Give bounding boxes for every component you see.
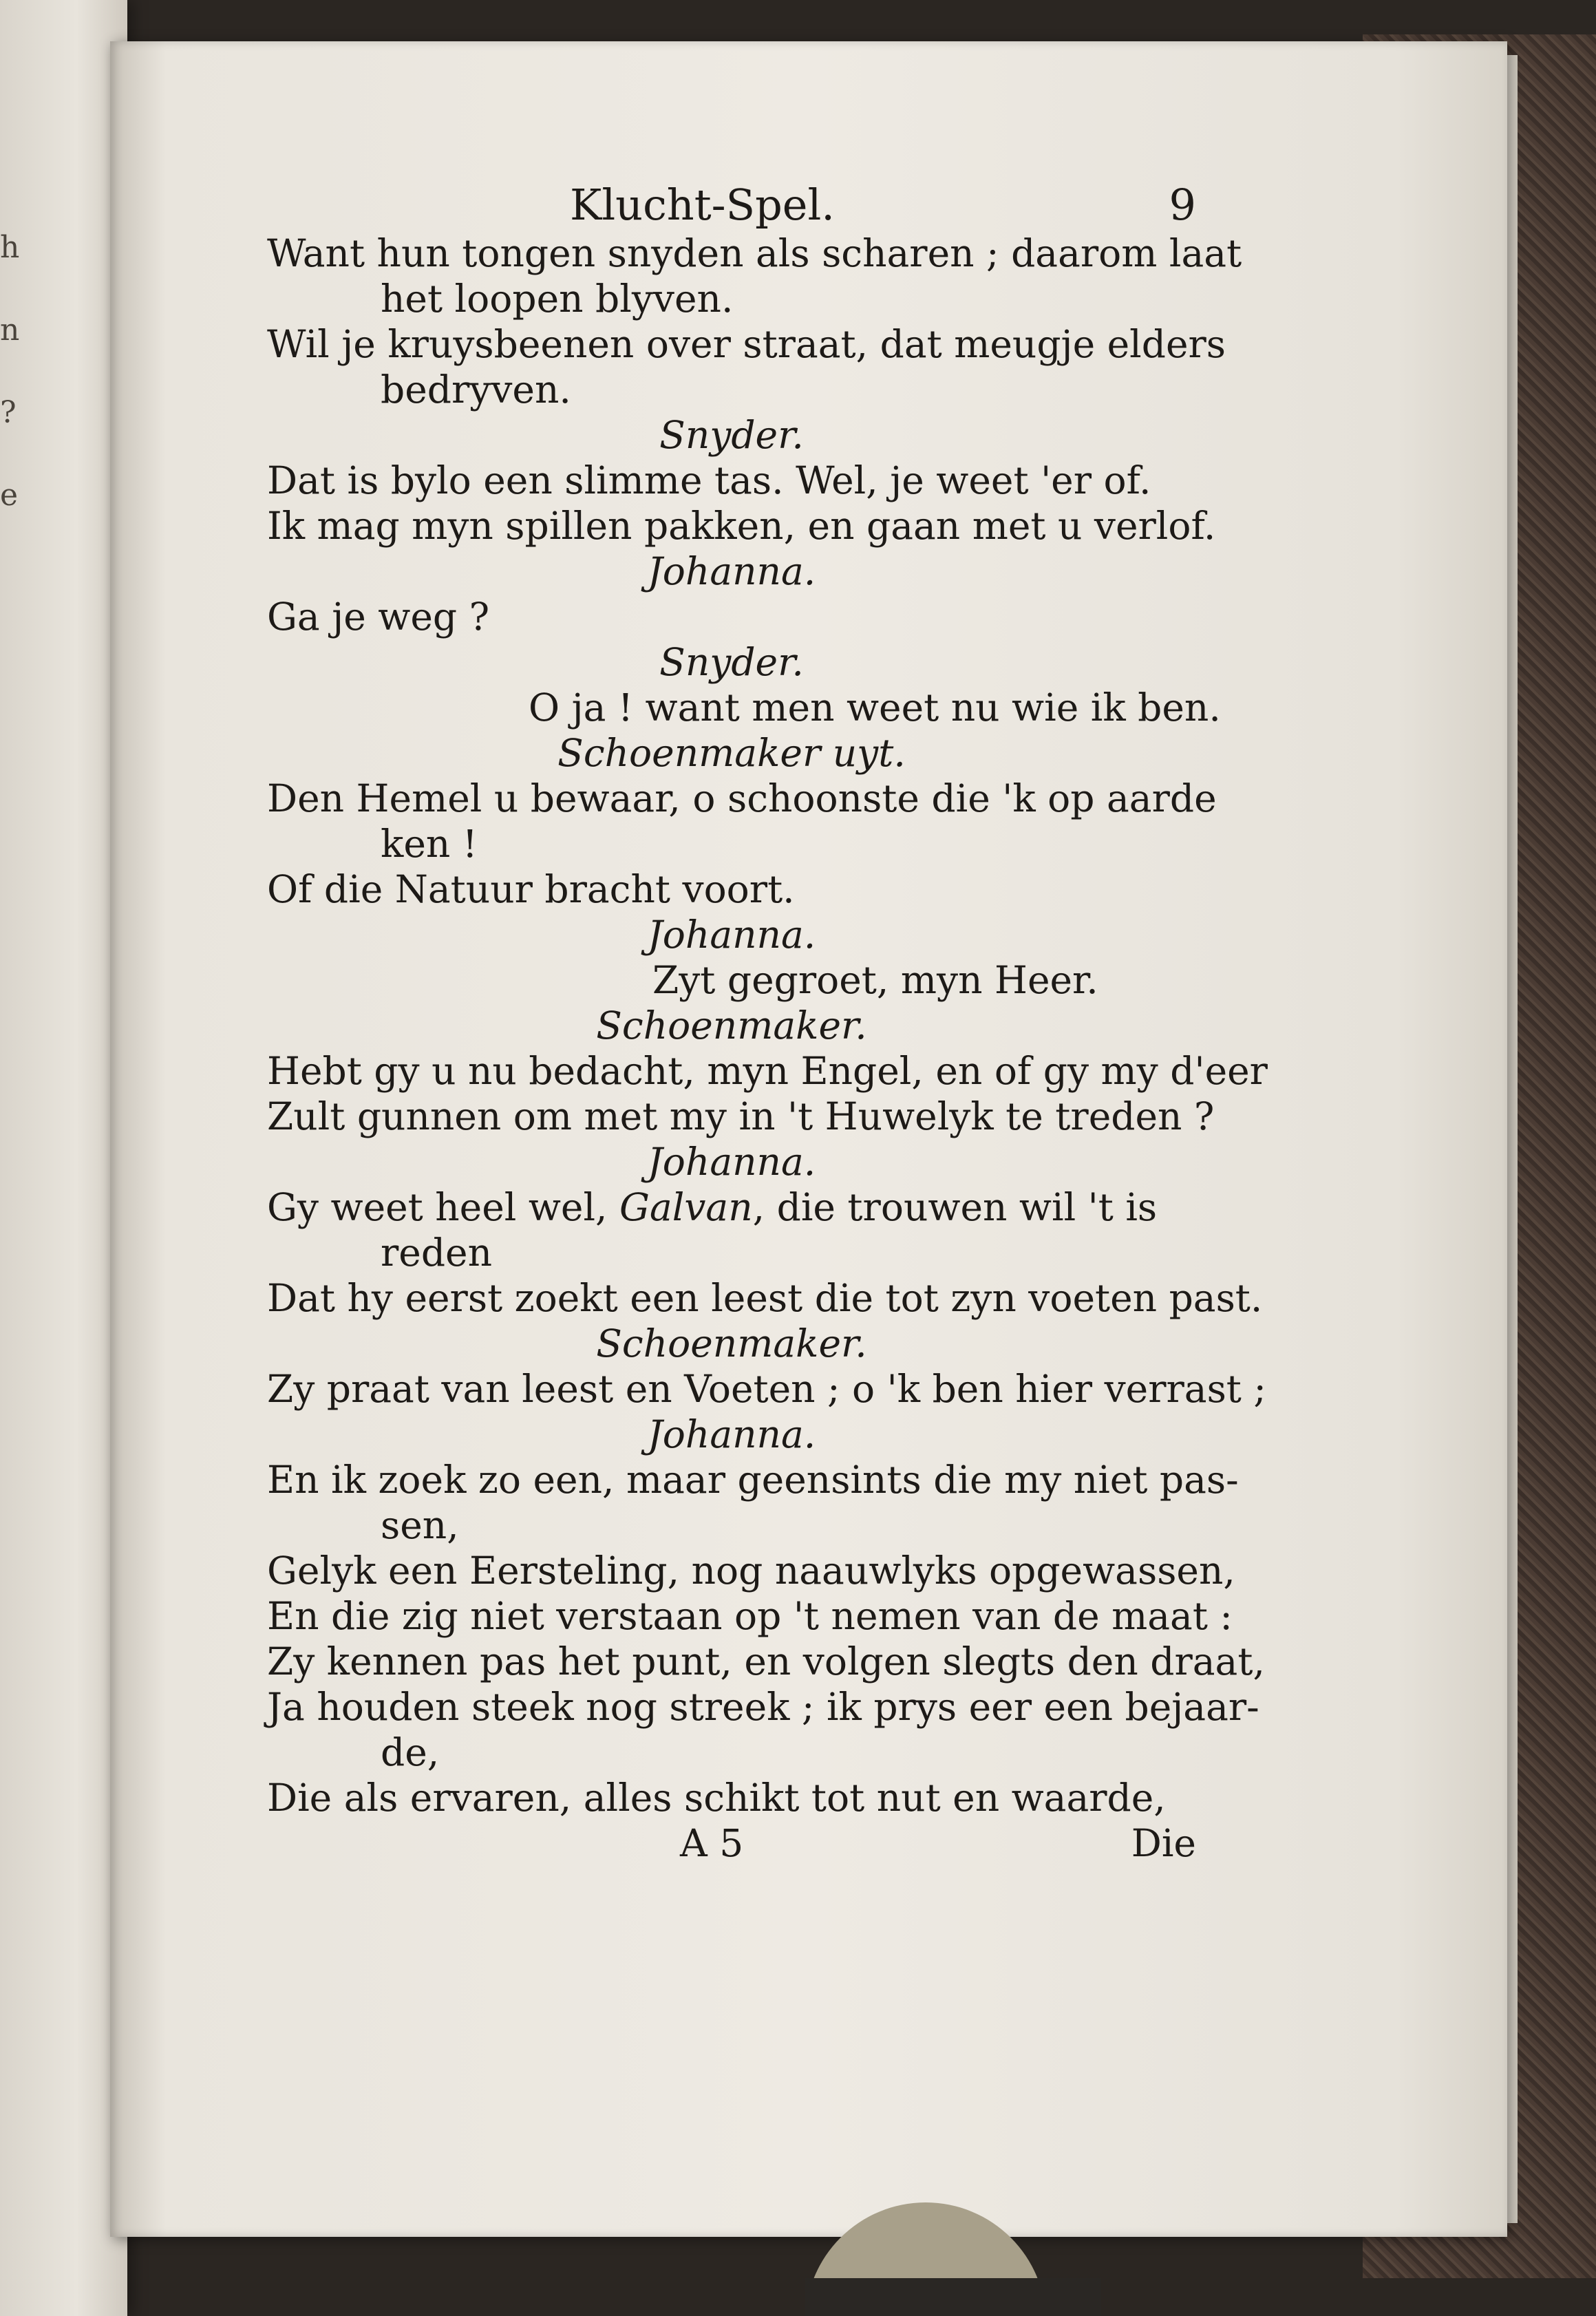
verse-continuation: ken ! xyxy=(381,822,478,866)
speaker-name: Johanna. xyxy=(647,1412,816,1456)
italic-name: Galvan xyxy=(619,1185,753,1229)
page-text xyxy=(267,180,1268,1869)
verse-line: Zy kennen pas het punt, en volgen slegts den draat, xyxy=(267,1639,1265,1683)
running-title: Klucht-Spel. xyxy=(570,180,835,230)
verse-line: Dat is bylo een slimme tas. Wel, je weet 'er of. xyxy=(267,458,1151,502)
speaker-name: Schoenmaker uyt. xyxy=(557,731,906,775)
verse-text: , die trouwen wil 't is xyxy=(752,1185,1158,1229)
speaker-name: Schoenmaker. xyxy=(596,1003,867,1048)
verse-line: Ik mag myn spillen pakken, en gaan met u verlof. xyxy=(267,504,1216,548)
verse-line: Die als ervaren, alles schikt tot nut en waarde, xyxy=(267,1776,1166,1820)
verse-line: Gelyk een Eersteling, nog naauwlyks opgewassen, xyxy=(267,1549,1235,1593)
verse-continuation: reden xyxy=(381,1231,493,1275)
verse-continuation: sen, xyxy=(381,1503,459,1547)
verse-line: Den Hemel u bewaar, o schoonste die 'k op aarde xyxy=(267,776,1217,820)
verse-line: Ja houden steek nog streek ; ik prys eer een bejaar- xyxy=(267,1685,1259,1729)
verse-line: Hebt gy u nu bedacht, myn Engel, en of gy my d'eer xyxy=(267,1049,1268,1093)
facing-page-marks xyxy=(0,206,28,537)
page-number: 9 xyxy=(1169,180,1196,230)
facing-mark: n xyxy=(0,312,20,348)
verse-line: Zult gunnen om met my in 't Huwelyk te treden ? xyxy=(267,1094,1215,1138)
verse-line: Want hun tongen snyden als scharen ; daarom laat xyxy=(267,231,1242,275)
facing-mark: h xyxy=(0,230,20,265)
verse-line: Zy praat van leest en Voeten ; o 'k ben hier verrast ; xyxy=(267,1367,1266,1411)
speaker-name: Johanna. xyxy=(647,1140,816,1184)
verse-line: En die zig niet verstaan op 't nemen van de maat : xyxy=(267,1594,1233,1638)
signature-mark: A 5 xyxy=(680,1821,744,1865)
facing-mark: e xyxy=(0,478,19,513)
verse-text: Gy weet heel wel, xyxy=(267,1185,620,1229)
speaker-name: Snyder. xyxy=(659,640,804,684)
catchword: Die xyxy=(1131,1821,1196,1865)
facing-mark: ? xyxy=(0,395,17,430)
verse-continuation: de, xyxy=(381,1730,440,1774)
verse-line: Of die Natuur bracht voort. xyxy=(267,867,795,911)
verse-continuation: bedryven. xyxy=(381,368,571,412)
speaker-name: Johanna. xyxy=(647,549,816,593)
verse-line: Wil je kruysbeenen over straat, dat meugje elders xyxy=(267,322,1226,366)
speaker-name: Johanna. xyxy=(647,913,816,957)
facing-page xyxy=(0,0,127,2316)
verse-line: Ga je weg ? xyxy=(267,595,490,639)
verse-lines xyxy=(267,231,1268,1820)
verse-line: Dat hy eerst zoekt een leest die tot zyn voeten past. xyxy=(267,1276,1263,1320)
verse-line: O ja ! want men weet nu wie ik ben. xyxy=(529,686,1221,730)
page-footer xyxy=(267,1820,1196,1869)
book-stand-base xyxy=(805,2278,1101,2316)
verse-line: Zyt gegroet, myn Heer. xyxy=(652,958,1098,1002)
page-header xyxy=(267,182,1196,231)
verse-line xyxy=(267,1184,1196,1230)
speaker-name: Schoenmaker. xyxy=(596,1321,867,1366)
verse-continuation: het loopen blyven. xyxy=(381,277,734,321)
speaker-name: Snyder. xyxy=(659,413,804,457)
verse-line: En ik zoek zo een, maar geensints die my niet pas- xyxy=(267,1458,1239,1502)
